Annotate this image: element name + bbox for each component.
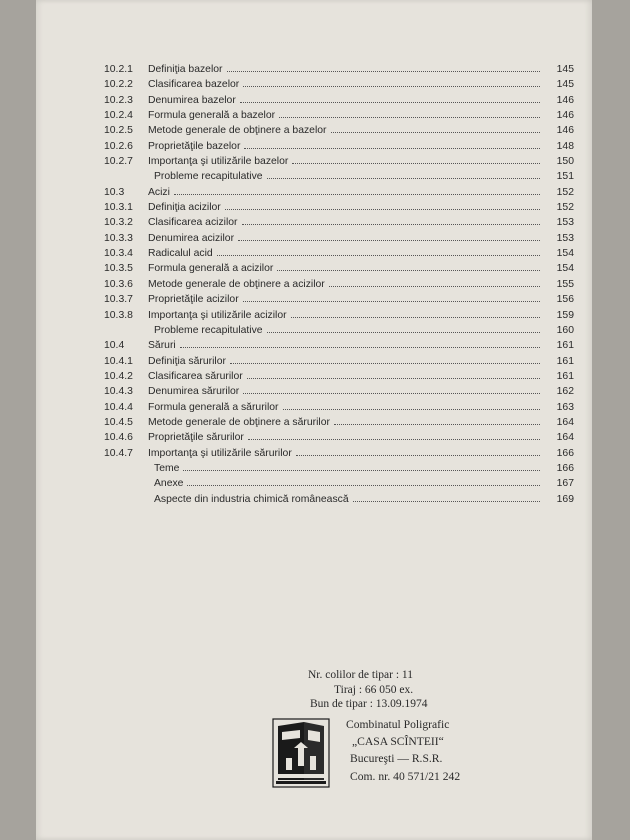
toc-page-number: 153: [556, 217, 574, 229]
toc-entry-title: Metode generale de obţinere a sărurilor: [148, 416, 330, 428]
toc-leader-dots: [174, 194, 540, 195]
toc-entry: [104, 384, 574, 399]
toc-page-number: 154: [556, 263, 574, 275]
toc-page-number: 150: [556, 156, 574, 168]
toc-entry-title: Definiţia bazelor: [148, 64, 223, 75]
print-approval-date: Bun de tipar : 13.09.1974: [310, 698, 428, 711]
toc-entry-number: 10.4.3: [104, 386, 133, 398]
toc-entry-number: 10.3.4: [104, 248, 133, 260]
toc-entry-number: 10.3.7: [104, 294, 133, 306]
toc-page-number: 161: [556, 355, 574, 367]
toc-page-number: 146: [556, 94, 574, 106]
printer-house: „CASA SCÎNTEII“: [352, 735, 444, 748]
toc-page-number: 164: [556, 416, 574, 428]
toc-entry-number: 10.2.2: [104, 79, 133, 91]
toc-entry: [104, 338, 574, 353]
toc-leader-dots: [227, 71, 540, 72]
toc-leader-dots: [243, 301, 540, 302]
toc-entry: [104, 415, 574, 430]
toc-entry: [104, 108, 574, 123]
toc-leader-dots: [279, 117, 540, 118]
toc-entry: [104, 231, 574, 246]
toc-entry-title: Formula generală a bazelor: [148, 110, 276, 122]
toc-entry-number: 10.2.6: [104, 140, 133, 152]
toc-entry-title: Proprietăţile acizilor: [148, 294, 239, 306]
toc-entry-title: Clasificarea bazelor: [148, 79, 240, 91]
toc-entry-title: Importanţa şi utilizările sărurilor: [148, 447, 292, 459]
toc-leader-dots: [183, 470, 540, 471]
toc-entry: [104, 400, 574, 415]
toc-leader-dots: [334, 424, 540, 425]
toc-entry-title: Proprietăţile bazelor: [148, 140, 241, 152]
toc-entry-title: Importanţa şi utilizările bazelor: [148, 156, 289, 168]
toc-leader-dots: [277, 270, 540, 271]
toc-entry-title: Clasificarea sărurilor: [148, 370, 243, 382]
toc-entry: [104, 246, 574, 261]
toc-entry: [104, 323, 574, 338]
toc-leader-dots: [247, 378, 540, 379]
toc-leader-dots: [331, 132, 540, 133]
toc-leader-dots: [180, 347, 540, 348]
toc-leader-dots: [240, 102, 540, 103]
toc-entry-number: 10.4.4: [104, 401, 133, 413]
toc-entry: [104, 476, 574, 491]
toc-leader-dots: [244, 148, 540, 149]
toc-leader-dots: [353, 501, 540, 502]
toc-entry: [104, 492, 574, 507]
toc-entry-number: 10.3.3: [104, 232, 133, 244]
toc-page-number: 163: [556, 401, 574, 413]
toc-entry: [104, 308, 574, 323]
toc-entry-number: 10.3.5: [104, 263, 133, 275]
toc-entry-number: 10.4.5: [104, 416, 133, 428]
toc-page-number: 145: [556, 64, 574, 75]
toc-leader-dots: [243, 86, 540, 87]
toc-page-number: 154: [556, 248, 574, 260]
toc-entry-title: Acizi: [148, 186, 170, 198]
toc-entry-number: 10.2.1: [104, 64, 133, 75]
toc-entry-title: Formula generală a sărurilor: [148, 401, 279, 413]
toc-entry-title: Metode generale de obţinere a acizilor: [148, 278, 325, 290]
toc-entry: [104, 461, 574, 476]
toc-entry-title: Definiţia sărurilor: [148, 355, 226, 367]
printer-order-number: Com. nr. 40 571/21 242: [350, 770, 461, 783]
toc-entry-number: 10.3.2: [104, 217, 133, 229]
toc-leader-dots: [225, 209, 540, 210]
toc-entry-title: Anexe: [154, 478, 184, 490]
toc-entry: [104, 369, 574, 384]
toc-entry-title: Săruri: [148, 340, 176, 352]
toc-entry-number: 10.3.8: [104, 309, 133, 321]
toc-leader-dots: [267, 332, 540, 333]
printer-city: Bucureşti — R.S.R.: [350, 752, 443, 765]
toc-page-number: 167: [556, 478, 574, 490]
toc-entry-number: 10.4.1: [104, 355, 133, 367]
toc-page-number: 152: [556, 186, 574, 198]
toc-leader-dots: [292, 163, 540, 164]
toc-leader-dots: [217, 255, 540, 256]
toc-page-number: 169: [556, 493, 574, 505]
toc-entry-title: Definiţia acizilor: [148, 202, 221, 214]
toc-entry: [104, 93, 574, 108]
toc-entry-title: Formula generală a acizilor: [148, 263, 274, 275]
toc-entry-title: Metode generale de obţinere a bazelor: [148, 125, 327, 137]
toc-entry: [104, 200, 574, 215]
toc-leader-dots: [238, 240, 540, 241]
sheets-count: Nr. colilor de tipar : 11: [308, 669, 413, 681]
toc-entry: [104, 185, 574, 200]
toc-page-number: 145: [556, 79, 574, 91]
toc-entry-number: 10.4.2: [104, 370, 133, 382]
toc-entry: [104, 154, 574, 169]
toc-entry: [104, 215, 574, 230]
toc-entry-title: Importanţa şi utilizările acizilor: [148, 309, 287, 321]
toc-entry-title: Radicalul acid: [148, 248, 213, 260]
toc-leader-dots: [283, 409, 540, 410]
book-page: [36, 0, 592, 840]
toc-page-number: 152: [556, 202, 574, 214]
toc-page-number: 166: [556, 447, 574, 459]
toc-entry-number: 10.4.7: [104, 447, 133, 459]
toc-entry-title: Clasificarea acizilor: [148, 217, 238, 229]
toc-leader-dots: [230, 363, 540, 364]
toc-page-number: 159: [556, 309, 574, 321]
toc-leader-dots: [296, 455, 540, 456]
toc-entry-title: Proprietăţile sărurilor: [148, 432, 244, 444]
print-run: Tiraj : 66 050 ex.: [334, 683, 414, 696]
toc-entry-title: Denumirea acizilor: [148, 232, 235, 244]
toc-page-number: 151: [556, 171, 574, 183]
toc-page-number: 155: [556, 278, 574, 290]
toc-entry-title: Probleme recapitulative: [154, 324, 263, 336]
toc-entry: [104, 354, 574, 369]
toc-leader-dots: [248, 439, 540, 440]
printing-house-logo-icon: [272, 718, 330, 788]
toc-entry-title: Aspecte din industria chimică românească: [154, 493, 349, 505]
toc-leader-dots: [242, 224, 540, 225]
toc-page-number: 161: [556, 340, 574, 352]
toc-entry: [104, 62, 574, 77]
toc-entry: [104, 277, 574, 292]
toc-page-number: 153: [556, 232, 574, 244]
toc-entry-number: 10.3: [104, 186, 125, 198]
toc-page-number: 160: [556, 324, 574, 336]
toc-entry-number: 10.2.5: [104, 125, 133, 137]
toc-entry-title: Denumirea sărurilor: [148, 386, 240, 398]
toc-leader-dots: [291, 317, 540, 318]
toc-page-number: 164: [556, 432, 574, 444]
toc-leader-dots: [187, 485, 540, 486]
toc-entry-number: 10.4.6: [104, 432, 133, 444]
toc-page-number: 146: [556, 125, 574, 137]
toc-leader-dots: [243, 393, 540, 394]
toc-entry-number: 10.3.6: [104, 278, 133, 290]
toc-entry: [104, 123, 574, 138]
toc-leader-dots: [329, 286, 540, 287]
printer-name: Combinatul Poligrafic: [346, 718, 450, 731]
toc-entry: [104, 77, 574, 92]
toc-entry: [104, 292, 574, 307]
toc-entry-title: Teme: [154, 462, 180, 474]
toc-page-number: 146: [556, 110, 574, 122]
toc-page-number: 161: [556, 370, 574, 382]
toc-entry: [104, 430, 574, 445]
toc-entry: [104, 446, 574, 461]
toc-entry-title: Denumirea bazelor: [148, 94, 236, 106]
toc-entry: [104, 139, 574, 154]
toc-entry-number: 10.2.7: [104, 156, 133, 168]
toc-entry-number: 10.3.1: [104, 202, 133, 214]
table-of-contents: [104, 62, 574, 507]
toc-page-number: 162: [556, 386, 574, 398]
toc-entry: [104, 261, 574, 276]
toc-entry-number: 10.2.4: [104, 110, 133, 122]
toc-page-number: 148: [556, 140, 574, 152]
toc-entry-number: 10.4: [104, 340, 125, 352]
toc-page-number: 166: [556, 462, 574, 474]
toc-leader-dots: [267, 178, 540, 179]
toc-entry-title: Probleme recapitulative: [154, 171, 263, 183]
toc-page-number: 156: [556, 294, 574, 306]
toc-entry-number: 10.2.3: [104, 94, 133, 106]
toc-entry: [104, 169, 574, 184]
